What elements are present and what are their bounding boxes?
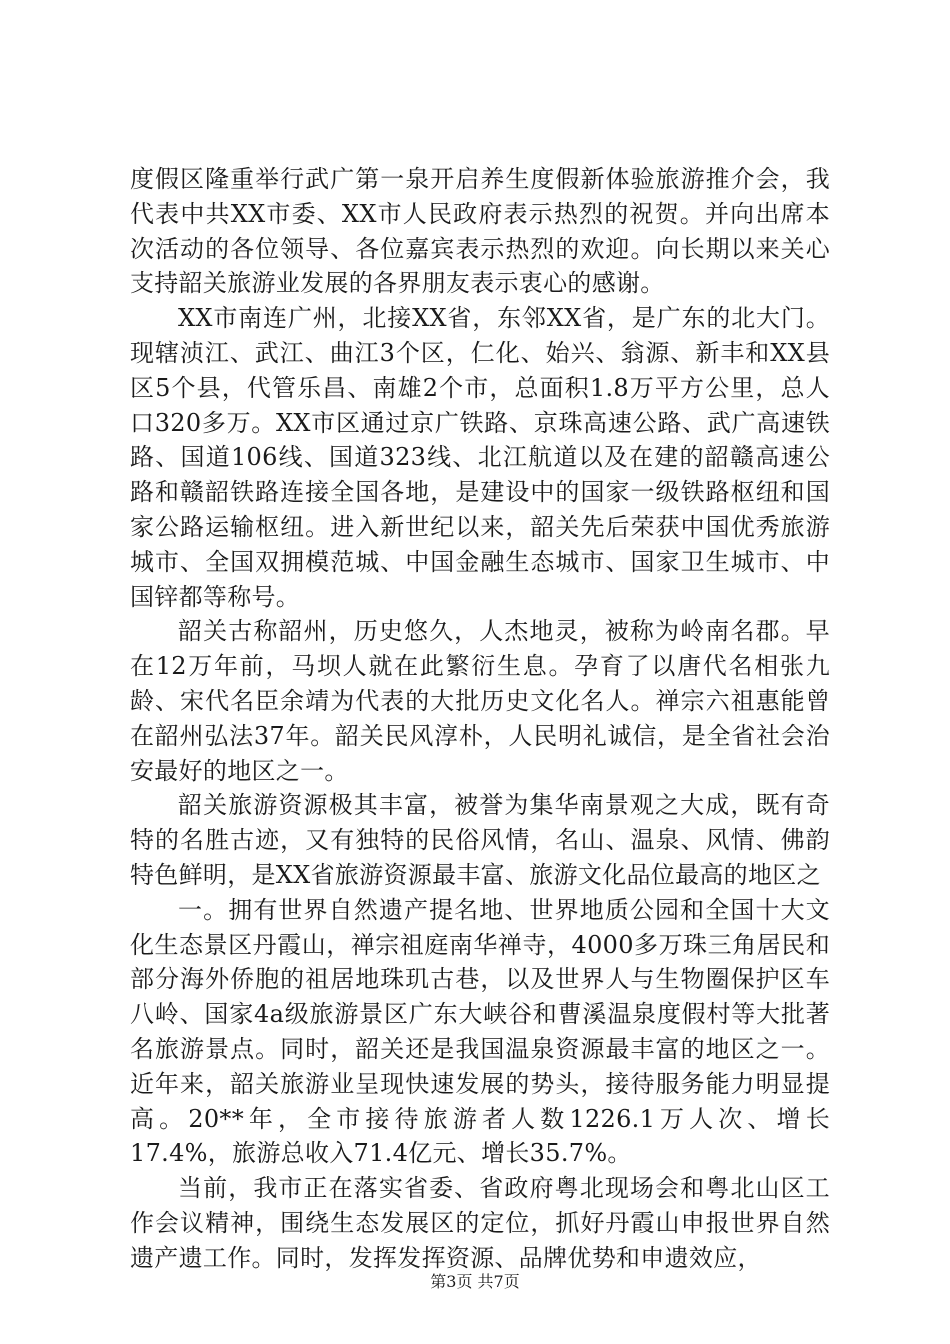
- paragraph-3: 韶关古称韶州，历史悠久，人杰地灵，被称为岭南名郡。早在12万年前，马坝人就在此繁衍生息。孕育了以唐代名相张九龄、宋代名臣余靖为代表的大批历史文化名人。禅宗六祖惠能曾在韶州弘法37年。韶关民风淳朴，人民明礼诚信，是全省社会治安最好的地区之一。: [130, 617, 830, 785]
- paragraph-6: 当前，我市正在落实省委、省政府粤北现场会和粤北山区工作会议精神，围绕生态发展区的定位，抓好丹霞山申报世界自然遗产遗工作。同时，发挥发挥资源、品牌优势和申遗效应，: [130, 1174, 830, 1272]
- paragraph-1: 度假区隆重举行武广第一泉开启养生度假新体验旅游推介会，我代表中共XX市委、XX市人民政府表示热烈的祝贺。并向出席本次活动的各位领导、各位嘉宾表示热烈的欢迎。向长期以来关心支持韶关旅游业发展的各界朋友表示衷心的感谢。: [130, 165, 830, 298]
- paragraph-2: XX市南连广州，北接XX省，东邻XX省，是广东的北大门。现辖浈江、武江、曲江3个区，仁化、始兴、翁源、新丰和XX县区5个县，代管乐昌、南雄2个市，总面积1.8万平方公里，总人口320多万。XX市区通过京广铁路、京珠高速公路、武广高速铁路、国道106线、国道323线、北江航道以及在建的韶赣高速公路和赣韶铁路连接全国各地，是建设中的国家一级铁路枢纽和国家公路运输枢纽。进入新世纪以来，韶关先后荣获中国优秀旅游城市、全国双拥模范城、中国金融生态城市、国家卫生城市、中国锌都等称号。: [130, 304, 830, 611]
- paragraph-5: 一。拥有世界自然遗产提名地、世界地质公园和全国十大文化生态景区丹霞山，禅宗祖庭南华禅寺，4000多万珠三角居民和部分海外侨胞的祖居地珠玑古巷，以及世界人与生物圈保护区车八岭、国家4a级旅游景区广东大峡谷和曹溪温泉度假村等大批著名旅游景点。同时，韶关还是我国温泉资源最丰富的地区之一。近年来，韶关旅游业呈现快速发展的势头，接待服务能力明显提高。20**年，全市接待旅游者人数1226.1万人次、增长17.4%，旅游总收入71.4亿元、增长35.7%。: [130, 895, 830, 1168]
- paragraph-4: 韶关旅游资源极其丰富，被誉为集华南景观之大成，既有奇特的名胜古迹，又有独特的民俗风情，名山、温泉、风情、佛韵特色鲜明，是XX省旅游资源最丰富、旅游文化品位最高的地区之: [130, 791, 830, 889]
- page-footer: 第3页 共7页: [430, 1272, 520, 1291]
- document-body: [130, 162, 830, 1276]
